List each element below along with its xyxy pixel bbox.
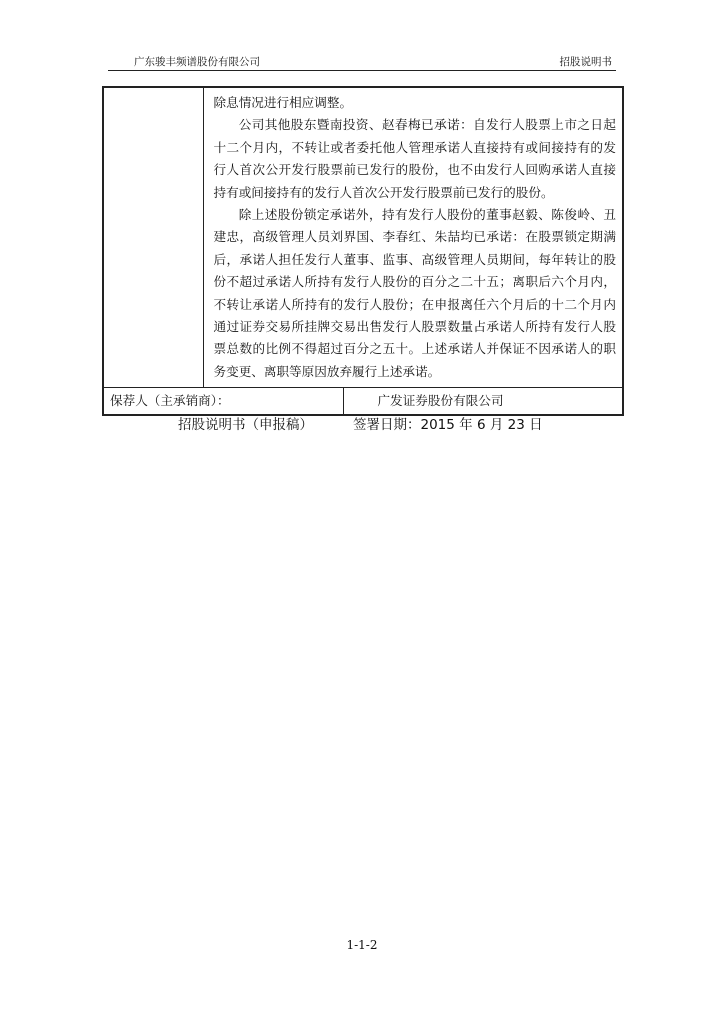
prospectus-title: 招股说明书（申报稿） — [178, 417, 313, 433]
header-company-name: 广东骏丰频谱股份有限公司 — [134, 56, 260, 68]
commitment-row — [103, 87, 623, 388]
row-label-cell — [103, 87, 203, 388]
sponsor-label: 保荐人（主承销商）： — [110, 393, 230, 409]
paragraph-directors-commitment: 除上述股份锁定承诺外，持有发行人股份的董事赵毅、陈俊岭、丑建忠，高级管理人员刘界国、李春红、朱喆均已承诺：在股票锁定期满后，承诺人担任发行人董事、监事、高级管理人员期间，每年转让的股份不超过承诺人所持有发行人股份的百分之二十五；离职后六个月内，不转让承诺人所持有的发行人股份；在申报离任六个月后的十二个月内通过证券交易所挂牌交易出售发行人股票数量占承诺人所持有发行人股票总数的比例不得超过百分之五十。上述承诺人并保证不因承诺人的职务变更、离职等原因放弃履行上述承诺。 — [213, 207, 616, 379]
signature-line — [178, 413, 543, 433]
signing-date: 签署日期：2015 年 6 月 23 日 — [353, 417, 543, 433]
sponsor-name: 广发证券股份有限公司 — [377, 393, 504, 409]
page-header — [108, 52, 616, 71]
commitment-table — [102, 86, 624, 416]
commitment-text — [204, 88, 623, 387]
sponsor-value-cell — [343, 388, 623, 416]
sponsor-label-cell — [103, 388, 343, 416]
paragraph-continuation: 除息情况进行相应调整。 — [213, 95, 353, 110]
commitment-text-cell — [203, 87, 623, 388]
header-document-type: 招股说明书 — [559, 56, 612, 68]
page-number: 1-1-2 — [346, 938, 378, 952]
paragraph-other-shareholders: 公司其他股东暨南投资、赵春梅已承诺：自发行人股票上市之日起十二个月内，不转让或者委托他人管理承诺人直接持有或间接持有的发行人首次公开发行股票前已发行的股份，也不由发行人回购承诺人直接持有或间接持有的发行人首次公开发行股票前已发行的股份。 — [213, 117, 616, 200]
sponsor-row — [103, 388, 623, 416]
